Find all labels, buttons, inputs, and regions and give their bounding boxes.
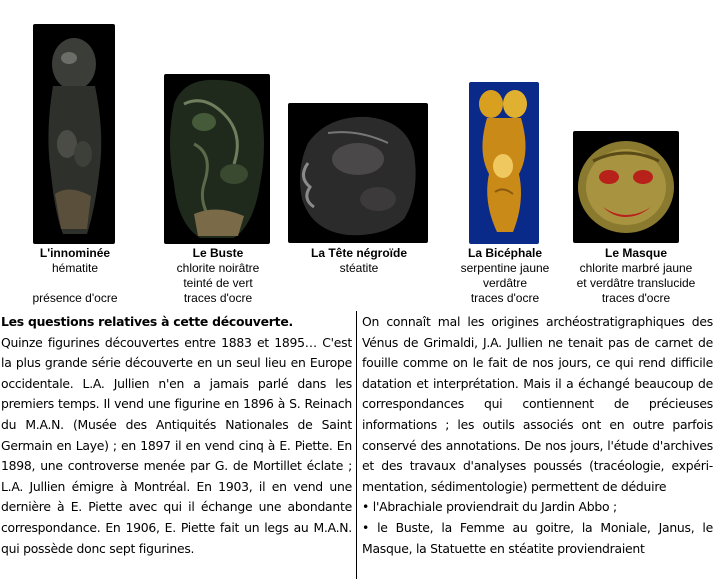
left-text-column — [1, 312, 352, 559]
figure-masque-photo — [573, 131, 679, 243]
caption-ochre: traces d'ocre — [183, 291, 253, 305]
bicephale-statuette-image — [469, 82, 539, 244]
figure-buste-photo — [164, 74, 270, 244]
caption-tete-negroide — [296, 246, 422, 276]
caption-masque — [566, 246, 706, 306]
caption-material: stéatite — [339, 261, 379, 275]
caption-title: Le Masque — [604, 246, 667, 260]
caption-line: et verdâtre translucide — [576, 276, 696, 290]
caption-innominee — [20, 246, 130, 306]
caption-bicephale — [449, 246, 561, 306]
caption-title: La Tête négroïde — [310, 246, 408, 260]
caption-buste — [162, 246, 274, 306]
caption-ochre: traces d'ocre — [601, 291, 671, 305]
right-body-paragraph: On connaît mal les origines archéostratigraphiques des Vénus de Grimaldi, J.A. Jullien ne tenait pas de carnet de fouille comme on le fait de nos jours, ce qui rend difficile datation et interprétation. Mais il a échangé beaucoup de correspondances qui contiennent de précieuses informations ; les outils associés ont en outre parfois conservé des annotations. De nos jours, l'étude d'archives et des travaux d'analyses poussés (tracéologie, expéri-mentation, sédimentologie) permettent de déduire — [362, 314, 713, 494]
column-divider — [356, 311, 357, 579]
caption-title: Le Buste — [192, 246, 244, 260]
caption-material: serpentine jaune — [460, 261, 550, 275]
bullet-buste-provenance: • le Buste, la Femme au goitre, la Moniale, Janus, le Masque, la Statuette en stéatite proviendraient — [362, 519, 713, 556]
caption-line: teinté de vert — [183, 276, 253, 290]
innominee-statuette-image — [33, 24, 115, 244]
caption-ochre: traces d'ocre — [470, 291, 540, 305]
right-text-column — [362, 312, 713, 559]
caption-material: hématite — [51, 261, 99, 275]
caption-title: L'innominée — [39, 246, 111, 260]
caption-material: chlorite noirâtre — [176, 261, 260, 275]
caption-line: verdâtre — [482, 276, 528, 290]
caption-title: La Bicéphale — [467, 246, 543, 260]
figure-tete-negroide-photo — [288, 103, 428, 243]
bullet-abrachiale: • l'Abrachiale proviendrait du Jardin Abbo ; — [362, 499, 617, 515]
caption-ochre: présence d'ocre — [32, 291, 118, 305]
figure-bicephale-photo — [469, 82, 539, 244]
masque-statuette-image — [573, 131, 679, 243]
section-heading: Les questions relatives à cette découverte. — [1, 314, 293, 329]
caption-material: chlorite marbré jaune — [579, 261, 693, 275]
caption-line — [20, 276, 130, 291]
figure-innominee-photo — [33, 24, 115, 244]
left-body-paragraph: Quinze figurines découvertes entre 1883 et 1895… C'est la plus grande série découverte en un seul lieu en Europe occidentale. L.A. Jullien n'en a jamais parlé dans les premiers temps. Il vend une figurine en 1896 à S. Reinach du M.A.N. (Musée des Antiquités Nationales de Saint Germain en Laye) ; en 1897 il en vend cinq à E. Piette. En 1898, une controverse menée par G. de Mortillet éclate ; L.A. Jullien émigre à Montréal. En 1903, il en vend une dernière à E. Piette avec qui il échange une abondante correspondance. En 1906, E. Piette fait un legs au M.A.N. qui possède donc sept figurines. — [1, 334, 352, 556]
tete-negroide-statuette-image — [288, 103, 428, 243]
buste-statuette-image — [164, 74, 270, 244]
